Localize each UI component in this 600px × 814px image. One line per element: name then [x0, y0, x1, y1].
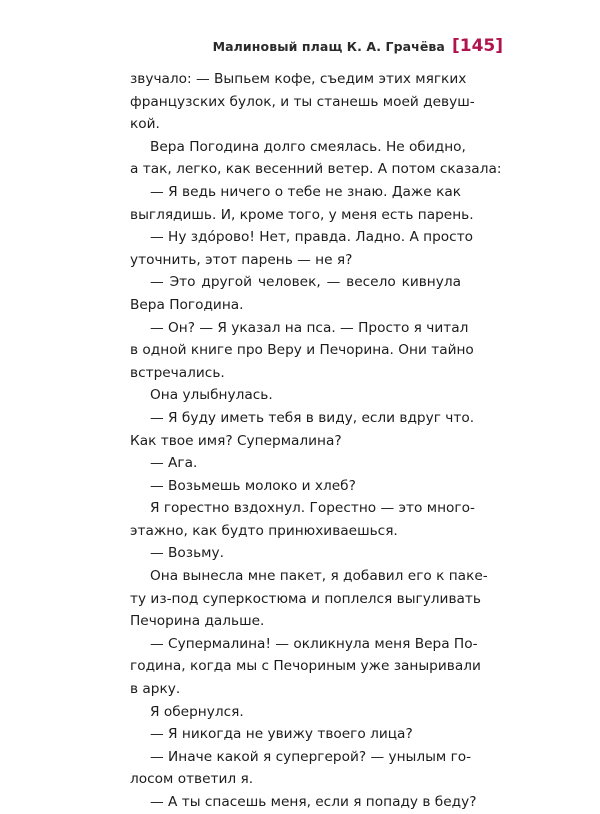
text-line: этажно, как будто принюхиваешься. [130, 522, 398, 539]
text-line: Я горестно вздохнул. Горестно — это много- [150, 500, 475, 517]
text-line: Она улыбнулась. [150, 387, 273, 404]
text-line: французских булок, и ты станешь моей девуш- [130, 93, 475, 110]
text-line: Вера Погодина долго смеялась. Не обидно, [150, 138, 466, 155]
text-line: — Супермалина! — окликнула меня Вера По- [150, 635, 478, 652]
text-line: в одной книге про Веру и Печорина. Они тайно [130, 342, 474, 359]
text-line: — Я ведь ничего о тебе не знаю. Даже как [150, 183, 461, 200]
text-line: кой. [130, 116, 160, 133]
text-line: — Ага. [150, 455, 198, 472]
text-line: встречались. [130, 364, 225, 381]
text-line: выглядишь. И, кроме того, у меня есть парень. [130, 206, 474, 223]
text-line: — Я буду иметь тебя в виду, если вдруг что. [150, 409, 475, 426]
text-line: година, когда мы с Печориным уже заныривали [130, 658, 481, 675]
page-number: [145] [451, 36, 503, 56]
text-line: звучало: — Выпьем кофе, съедим этих мягких [130, 71, 467, 87]
text-line: Она вынесла мне пакет, я добавил его к паке- [150, 568, 488, 585]
text-line: Как твое имя? Супермалина? [130, 432, 342, 449]
text-line: а так, легко, как весенний ветер. А потом сказала: [130, 161, 502, 178]
text-line: — Это другой человек, — весело кивнула [150, 274, 461, 291]
text-line: лосом ответил я. [130, 771, 254, 788]
text-line: Я обернулся. [150, 703, 244, 720]
text-line: — Он? — Я указал на пса. — Просто я читал [150, 319, 469, 336]
text-line: — Иначе какой я супергерой? — унылым го- [150, 748, 472, 765]
text-line: ту из-под суперкостюма и поплелся выгуливать [130, 590, 481, 607]
text-line: Вера Погодина. [130, 296, 244, 313]
running-header [213, 36, 503, 56]
running-title: Малиновый плащ К. А. Грачёва [212, 39, 445, 54]
text-line: в арку. [130, 681, 181, 698]
text-line: Печорина дальше. [130, 613, 265, 630]
text-line: уточнить, этот парень — не я? [130, 251, 353, 268]
text-line: — А ты спасешь меня, если я попаду в беду? [150, 794, 477, 810]
text-line: — Возьмешь молоко и хлеб? [150, 477, 356, 494]
text-line: — Я никогда не увижу твоего лица? [150, 726, 413, 743]
body-text [130, 68, 502, 814]
text-line: — Ну здо́рово! Нет, правда. Ладно. А просто [150, 229, 474, 246]
text-line: — Возьму. [150, 545, 224, 562]
